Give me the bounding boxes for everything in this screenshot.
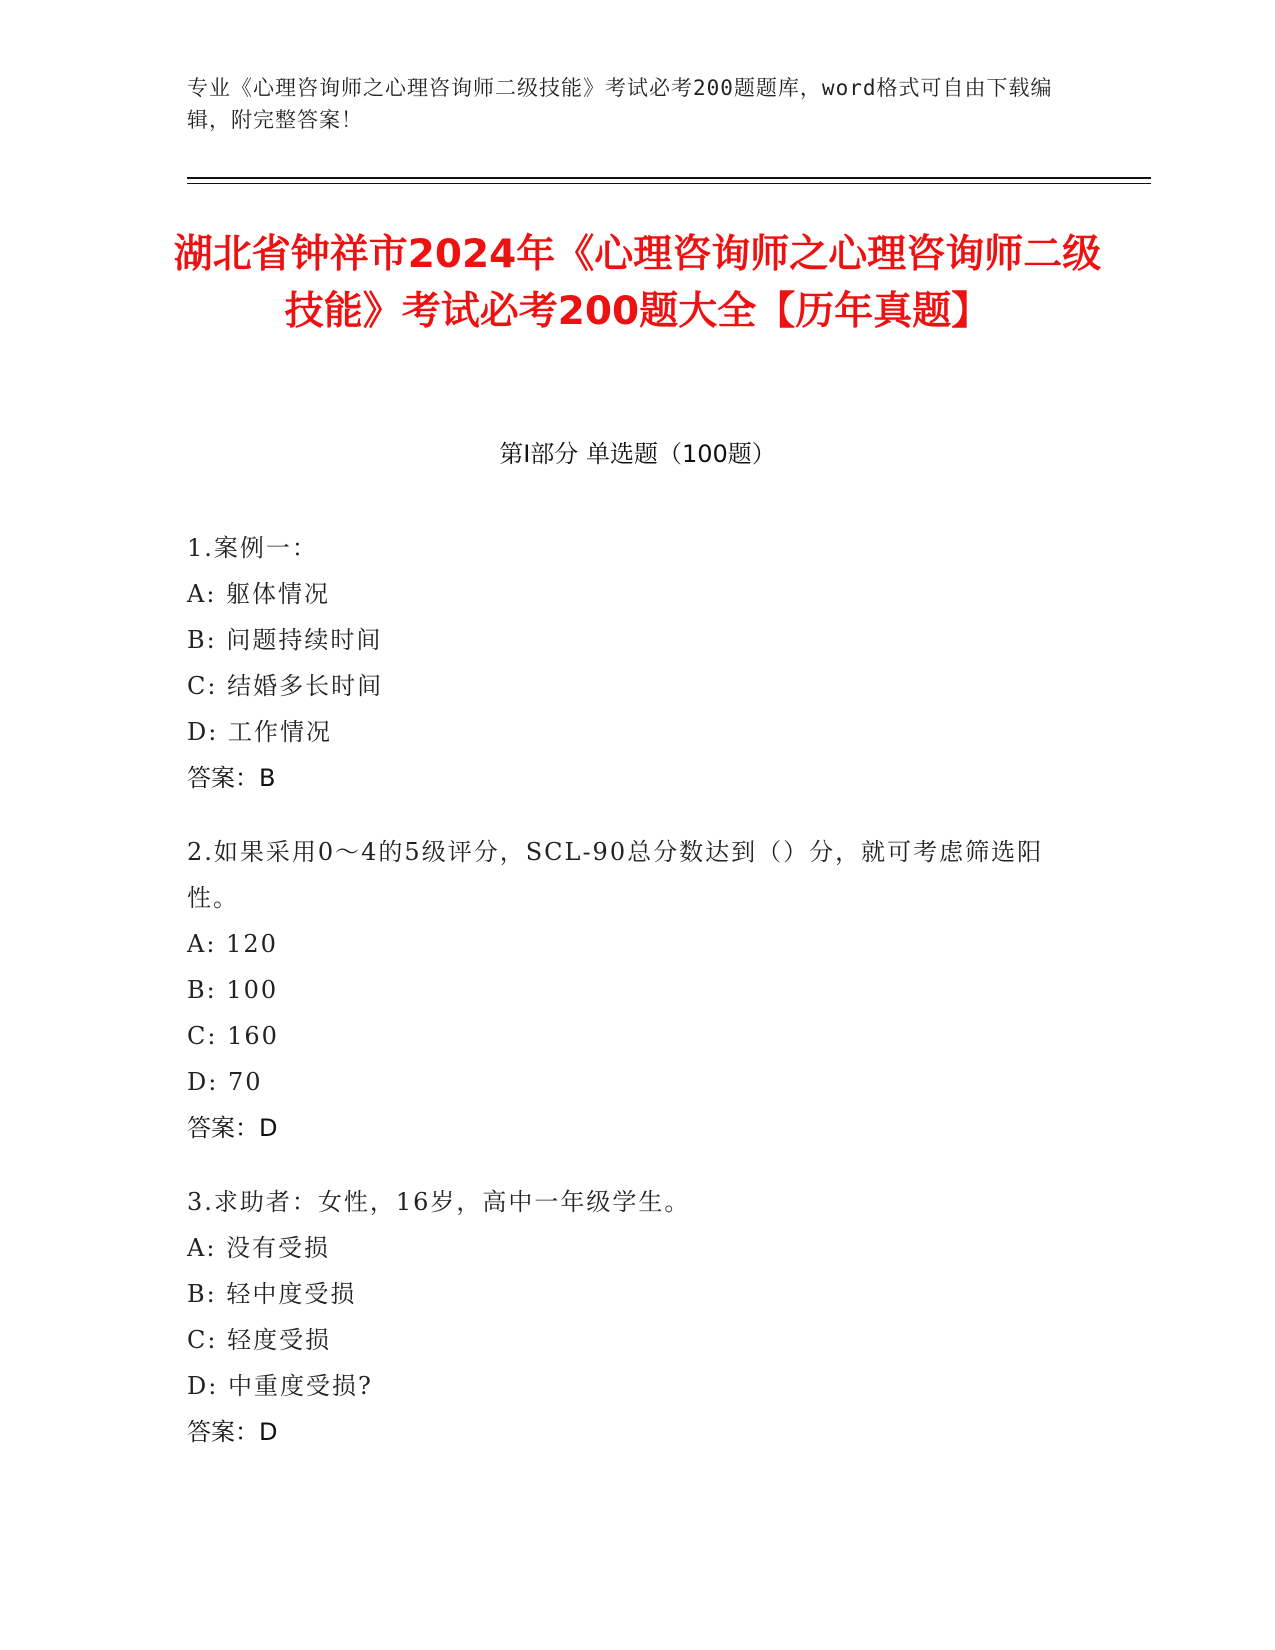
- question-3: [187, 1179, 1087, 1455]
- option-d: D: 70: [187, 1068, 263, 1096]
- option-a: A: 120: [187, 930, 278, 958]
- header-divider-thick: [187, 177, 1151, 179]
- option-a: A: 躯体情况: [187, 580, 331, 608]
- question-1: [187, 525, 1087, 801]
- document-title: 湖北省钟祥市2024年《心理咨询师之心理咨询师二级技能》考试必考200题大全【历年真题】: [173, 232, 1102, 334]
- option-c: C: 结婚多长时间: [187, 672, 384, 700]
- option-c: C: 轻度受损: [187, 1326, 332, 1354]
- section-heading: 第I部分 单选题（100题）: [499, 440, 776, 468]
- option-d: D: 中重度受损?: [187, 1372, 373, 1400]
- option-a: A: 没有受损: [187, 1234, 331, 1262]
- question-2: [187, 829, 1087, 1151]
- question-stem: 3.求助者：女性，16岁，高中一年级学生。: [187, 1188, 691, 1216]
- option-b: B: 100: [187, 976, 279, 1004]
- answer-line: 答案：D: [187, 1418, 278, 1446]
- question-list: [187, 525, 1087, 1483]
- question-stem: 2.如果采用0～4的5级评分，SCL-90总分数达到（）分，就可考虑筛选阳性。: [187, 838, 1044, 912]
- answer-line: 答案：B: [187, 764, 276, 792]
- option-c: C: 160: [187, 1022, 279, 1050]
- answer-line: 答案：D: [187, 1114, 278, 1142]
- option-b: B: 问题持续时间: [187, 626, 383, 654]
- question-stem: 1.案例一：: [187, 534, 318, 562]
- header-divider-thin: [187, 183, 1151, 184]
- header-note: 专业《心理咨询师之心理咨询师二级技能》考试必考200题题库，word格式可自由下载编辑，附完整答案！: [187, 76, 1053, 132]
- option-b: B: 轻中度受损: [187, 1280, 357, 1308]
- option-d: D: 工作情况: [187, 718, 332, 746]
